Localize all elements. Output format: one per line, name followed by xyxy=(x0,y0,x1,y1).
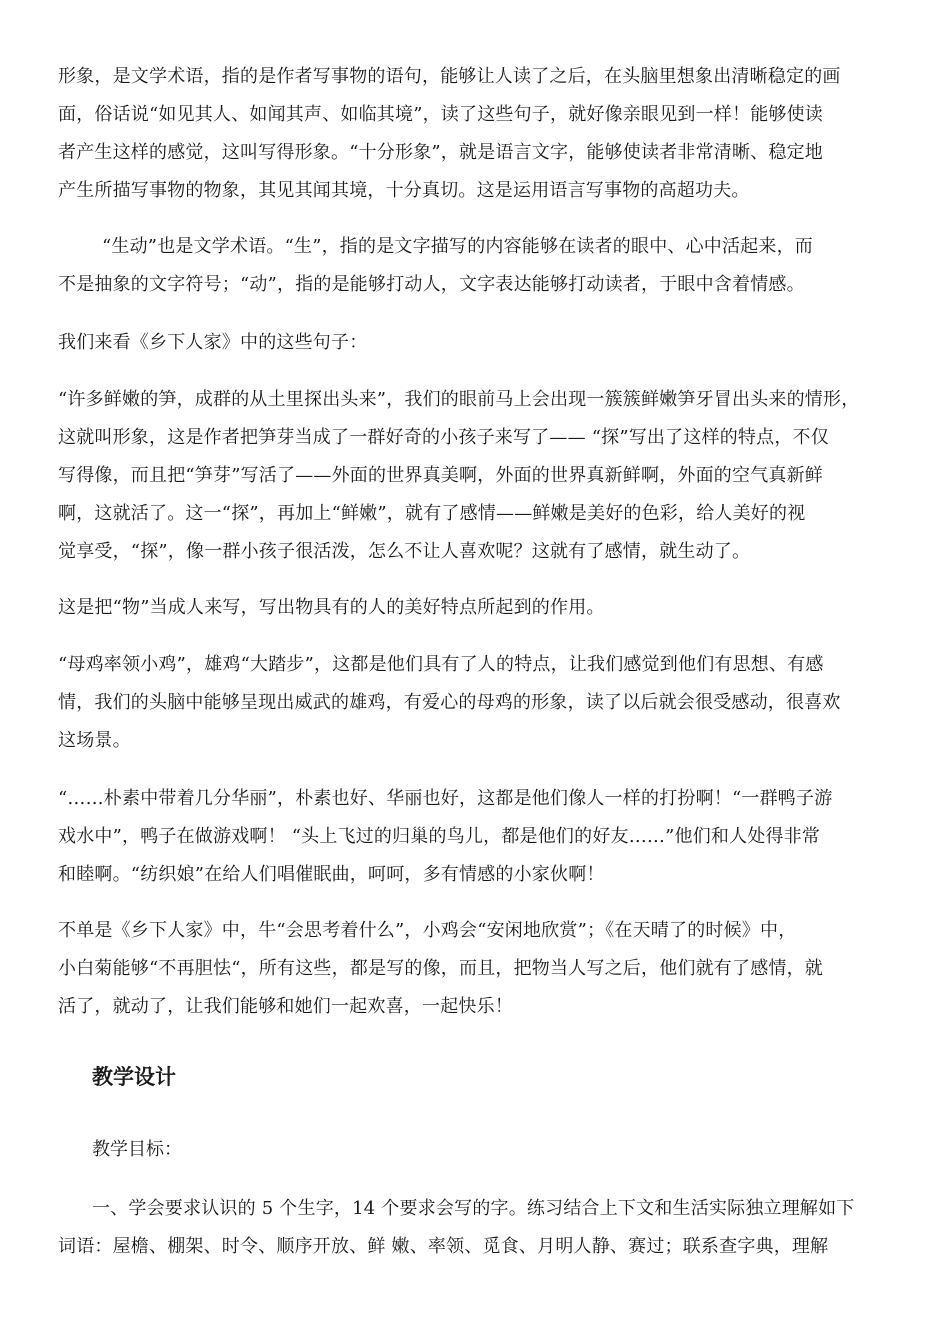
paragraph-intro xyxy=(58,324,892,362)
text-line: 我们来看《乡下人家》中的这些句子： xyxy=(58,332,368,353)
text-line: 戏水中”，鸭子在做游戏啊！ “头上飞过的归巢的鸟儿，都是他们的好友……”他们和人处得非常 xyxy=(58,826,821,847)
text-line: 小白菊能够“不再胆怯“，所有这些，都是写的像，而且，把物当人写之后，他们就有了感情，就 xyxy=(58,958,823,979)
text-line: 这场景。 xyxy=(58,730,131,751)
text-line: 不单是《乡下人家》中，牛“会思考着什么”，小鸡会“安闲地欣赏”；《在天晴了的时候》中， xyxy=(58,920,797,941)
text-line: 面，俗话说“如见其人、如闻其声、如临其境”，读了这些句子，就好像亲眼见到一样！能够使读 xyxy=(58,104,823,125)
text-line: 词语：屋檐、棚架、时令、顺序开放、鲜 嫩、率领、觅食、月明人静、赛过；联系查字典，理解 xyxy=(58,1236,829,1257)
objectives-label: 教学目标： xyxy=(92,1139,182,1160)
text-line: “生动”也是文学术语。“生”，指的是文字描写的内容能够在读者的眼中、心中活起来，而 xyxy=(102,236,814,257)
paragraph-shengdong xyxy=(58,228,892,304)
paragraph-duck-example xyxy=(58,780,892,894)
paragraph-sun-example xyxy=(58,381,892,571)
text-line: 者产生这样的感觉，这叫写得形象。“十分形象”，就是语言文字，能够使读者非常清晰、稳定地 xyxy=(58,142,823,163)
paragraph-personification xyxy=(58,589,892,627)
text-line: 觉享受，“探”，像一群小孩子很活泼，怎么不让人喜欢呢？这就有了感情，就生动了。 xyxy=(58,541,751,562)
text-line: “母鸡率领小鸡”，雄鸡“大踏步”，这都是他们具有了人的特点，让我们感觉到他们有思想、有感 xyxy=(58,654,824,675)
paragraph-xingxiang xyxy=(58,58,892,210)
section-heading: 教学设计 xyxy=(92,1065,176,1089)
paragraph-chicken-example xyxy=(58,646,892,760)
text-line: 这就叫形象，这是作者把笋芽当成了一群好奇的小孩子来写了—— “探”写出了这样的特点，不仅 xyxy=(58,427,829,448)
text-line: 活了，就动了，让我们能够和她们一起欢喜，一起快乐！ xyxy=(58,996,513,1017)
text-line: 写得像，而且把“笋芽”写活了——外面的世界真美啊，外面的世界真新鲜啊，外面的空气真新鲜 xyxy=(58,465,823,486)
paragraph-objective-one xyxy=(58,1190,892,1266)
text-line: “……朴素中带着几分华丽”，朴素也好、华丽也好，这都是他们像人一样的打扮啊！“一群鸭子游 xyxy=(58,788,833,809)
paragraph-conclusion xyxy=(58,912,892,1026)
text-line: 不是抽象的文字符号；“动”，指的是能够打动人，文字表达能够打动读者，于眼中含着情感。 xyxy=(58,274,805,295)
text-line: 产生所描写事物的物象，其见其闻其境，十分真切。这是运用语言写事物的高超功夫。 xyxy=(58,180,750,201)
text-line: 形象，是文学术语，指的是作者写事物的语句，能够让人读了之后，在头脑里想象出清晰稳定的画 xyxy=(58,66,841,87)
text-line: 和睦啊。“纺织娘”在给人们唱催眠曲，呵呵，多有情感的小家伙啊！ xyxy=(58,864,605,885)
text-line: 啊，这就活了。这一“探”，再加上“鲜嫩”，就有了感情——鲜嫩是美好的色彩，给人美好的视 xyxy=(58,503,806,524)
text-line: 一、学会要求认识的 5 个生字，14 个要求会写的字。练习结合上下文和生活实际独立理解如下 xyxy=(92,1198,855,1219)
text-line: 情，我们的头脑中能够呈现出威武的雄鸡，有爱心的母鸡的形象，读了以后就会很受感动，很喜欢 xyxy=(58,692,841,713)
text-line: “许多鲜嫩的笋，成群的从土里探出头来”，我们的眼前马上会出现一簇簇鲜嫩笋牙冒出头来的情形， xyxy=(58,389,860,410)
text-line: 这是把“物”当成人来写，写出物具有的人的美好特点所起到的作用。 xyxy=(58,597,605,618)
